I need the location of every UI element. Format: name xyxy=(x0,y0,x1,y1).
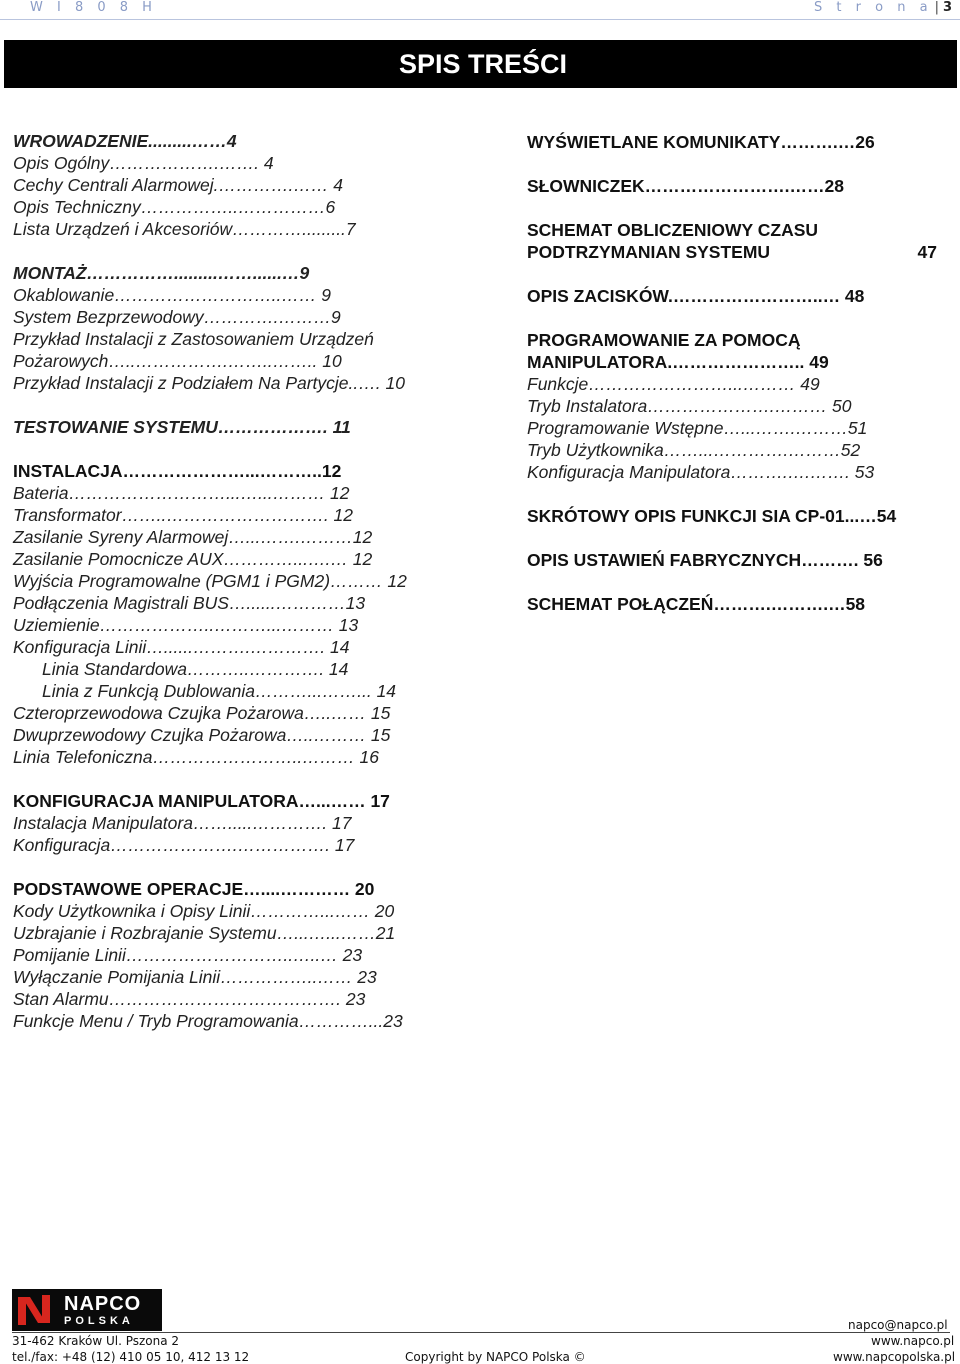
toc-entry[interactable]: Dwuprzewodowy Czujka Pożarowa…..……… 15 xyxy=(13,725,391,745)
toc-section-heading[interactable]: MANIPULATORA.………………….. 49 xyxy=(527,352,829,372)
toc-group xyxy=(527,219,937,263)
toc-section-heading[interactable]: PROGRAMOWANIE ZA POMOCĄ xyxy=(527,330,801,350)
footer-web2[interactable]: www.napcopolska.pl xyxy=(833,1350,956,1364)
toc-entry[interactable]: Podłączenia Magistrali BUS…......…………13 xyxy=(13,593,366,613)
toc-group xyxy=(13,130,453,240)
toc-group xyxy=(527,131,937,153)
toc-section-heading[interactable] xyxy=(527,241,937,263)
toc-group xyxy=(13,878,453,1032)
toc-section-heading[interactable]: OPIS USTAWIEŃ FABRYCZNYCH………. 56 xyxy=(527,550,883,570)
toc-right-column xyxy=(527,131,937,637)
napco-logo xyxy=(12,1289,162,1331)
toc-group xyxy=(527,549,937,571)
toc-entry[interactable]: Konfiguracja………………….……………. 17 xyxy=(13,835,355,855)
toc-entry[interactable]: Konfiguracja Manipulatora……….….……. 53 xyxy=(527,462,875,482)
toc-entry[interactable]: Instalacja Manipulatora…….....…………. 17 xyxy=(13,813,352,833)
toc-group xyxy=(13,416,453,438)
document-code: W I 8 0 8 H xyxy=(30,0,157,15)
toc-section-heading[interactable]: TESTOWANIE SYSTEMU………………. 11 xyxy=(13,417,351,437)
toc-group xyxy=(13,790,453,856)
toc-entry[interactable]: Lista Urządzeń i Akcesoriów………….........7 xyxy=(13,219,356,239)
toc-entry[interactable]: Okablowanie………………………..…… 9 xyxy=(13,285,331,305)
toc-entry[interactable]: Kody Użytkownika i Opisy Linii…………...…… 20 xyxy=(13,901,395,921)
toc-entry[interactable]: Konfiguracja Linii…......……….…………. 14 xyxy=(13,637,350,657)
toc-group xyxy=(13,460,453,768)
page-title: SPIS TREŚCI xyxy=(4,40,957,88)
toc-entry[interactable]: Tryb Użytkownika……...………….………52 xyxy=(527,440,861,460)
toc-section-heading[interactable]: SCHEMAT OBLICZENIOWY CZASU xyxy=(527,220,819,240)
toc-entry[interactable]: Zasilanie Syreny Alarmowej…...…….………12 xyxy=(13,527,373,547)
toc-group xyxy=(527,505,937,527)
toc-section-heading[interactable]: WYŚWIETLANE KOMUNIKATY……….…26 xyxy=(527,132,875,152)
toc-entry[interactable]: Linia Standardowa………..…………. 14 xyxy=(42,659,349,679)
toc-entry[interactable]: Pożarowych…..…………….……..…….. 10 xyxy=(13,351,342,371)
toc-entry[interactable]: Funkcje Menu / Tryb Programowania…………...23 xyxy=(13,1011,403,1031)
toc-entry[interactable]: Zasilanie Pomocnicze AUX…………...….… 12 xyxy=(13,549,373,569)
toc-entry[interactable]: Funkcje……………………...……… 49 xyxy=(527,374,820,394)
toc-entry[interactable]: Programowanie Wstępne…...…….………51 xyxy=(527,418,868,438)
toc-entry[interactable]: Tryb Instalatora………………….……… 50 xyxy=(527,396,852,416)
toc-entry[interactable]: Przykład Instalacji z Zastosowaniem Urządzeń xyxy=(13,329,374,349)
toc-section-heading[interactable]: SŁOWNICZEK…………………….……28 xyxy=(527,176,844,196)
toc-entry[interactable]: Bateria………………………...…...……… 12 xyxy=(13,483,350,503)
toc-entry[interactable]: Przykład Instalacji z Podziałem Na Partycje..…. 10 xyxy=(13,373,405,393)
toc-group xyxy=(13,262,453,394)
toc-section-heading[interactable]: OPIS ZACISKÓW.……………………..… 48 xyxy=(527,286,865,306)
footer-rule xyxy=(12,1332,950,1333)
toc-section-heading[interactable]: SKRÓTOWY OPIS FUNKCJI SIA CP-01...…54 xyxy=(527,506,897,526)
toc-entry[interactable]: Uziemienie………………..………...……… 13 xyxy=(13,615,359,635)
page-indicator xyxy=(814,0,952,15)
toc-section-heading[interactable]: SCHEMAT POŁĄCZEŃ……….……….…58 xyxy=(527,594,866,614)
page-separator: | xyxy=(934,0,939,15)
toc-entry-title: PODTRZYMANIAN SYSTEMU xyxy=(527,242,771,262)
toc-group xyxy=(527,593,937,615)
toc-entry[interactable]: Cechy Centrali Alarmowej.………….…… 4 xyxy=(13,175,343,195)
footer-copyright: Copyright by NAPCO Polska © xyxy=(405,1350,586,1364)
toc-entry[interactable]: System Bezprzewodowy………….………9 xyxy=(13,307,341,327)
page-number: 3 xyxy=(942,0,952,15)
toc-section-heading[interactable]: PODSTAWOWE OPERACJE…....………… 20 xyxy=(13,879,375,899)
napco-mark-icon xyxy=(12,1289,56,1331)
toc-entry[interactable]: Linia Telefoniczna……………………..……… 16 xyxy=(13,747,380,767)
toc-section-heading[interactable]: KONFIGURACJA MANIPULATORA…...…… 17 xyxy=(13,791,390,811)
toc-entry[interactable]: Wyłączanie Pomijania Linii……………..…… 23 xyxy=(13,967,377,987)
toc-section-heading[interactable]: INSTALACJA…………………...………..12 xyxy=(13,461,342,481)
toc-entry[interactable]: Wyjścia Programowalne (PGM1 i PGM2)……… 12 xyxy=(13,571,407,591)
toc-entry-page: 47 xyxy=(917,242,937,262)
footer-email[interactable]: napco@napco.pl xyxy=(848,1318,948,1332)
toc-group xyxy=(527,285,937,307)
toc-section-heading[interactable]: WROWADZENIE.........……4 xyxy=(13,131,237,151)
footer-address: 31-462 Kraków Ul. Pszona 2 xyxy=(12,1334,180,1348)
header-rule xyxy=(0,19,960,20)
footer-web1[interactable]: www.napco.pl xyxy=(871,1334,955,1348)
toc-entry[interactable]: Linia z Funkcją Dublowania………...……... 14 xyxy=(42,681,397,701)
page-label: S t r o n a xyxy=(814,0,933,15)
toc-entry[interactable]: Opis Techniczny……………..……………6 xyxy=(13,197,336,217)
footer-phone: tel./fax: +48 (12) 410 05 10, 412 13 12 xyxy=(12,1350,250,1364)
logo-line1: NAPCO xyxy=(64,1292,142,1315)
toc-entry[interactable]: Uzbrajanie i Rozbrajanie Systemu…...…...……21 xyxy=(13,923,396,943)
toc-section-heading[interactable]: MONTAŻ…………….........……......…9 xyxy=(13,263,310,283)
toc-entry[interactable]: Stan Alarmu…………………………………. 23 xyxy=(13,989,366,1009)
logo-line2: POLSKA xyxy=(64,1314,134,1327)
toc-entry[interactable]: Transformator……..………………………. 12 xyxy=(13,505,354,525)
toc-left-column xyxy=(13,130,453,1054)
toc-entry[interactable]: Czteroprzewodowa Czujka Pożarowa…..…… 15 xyxy=(13,703,391,723)
toc-group xyxy=(527,175,937,197)
toc-entry[interactable]: Opis Ogólny……………….……. 4 xyxy=(13,153,274,173)
toc-entry[interactable]: Pomijanie Linii………………………..…..… 23 xyxy=(13,945,363,965)
toc-group xyxy=(527,329,937,483)
